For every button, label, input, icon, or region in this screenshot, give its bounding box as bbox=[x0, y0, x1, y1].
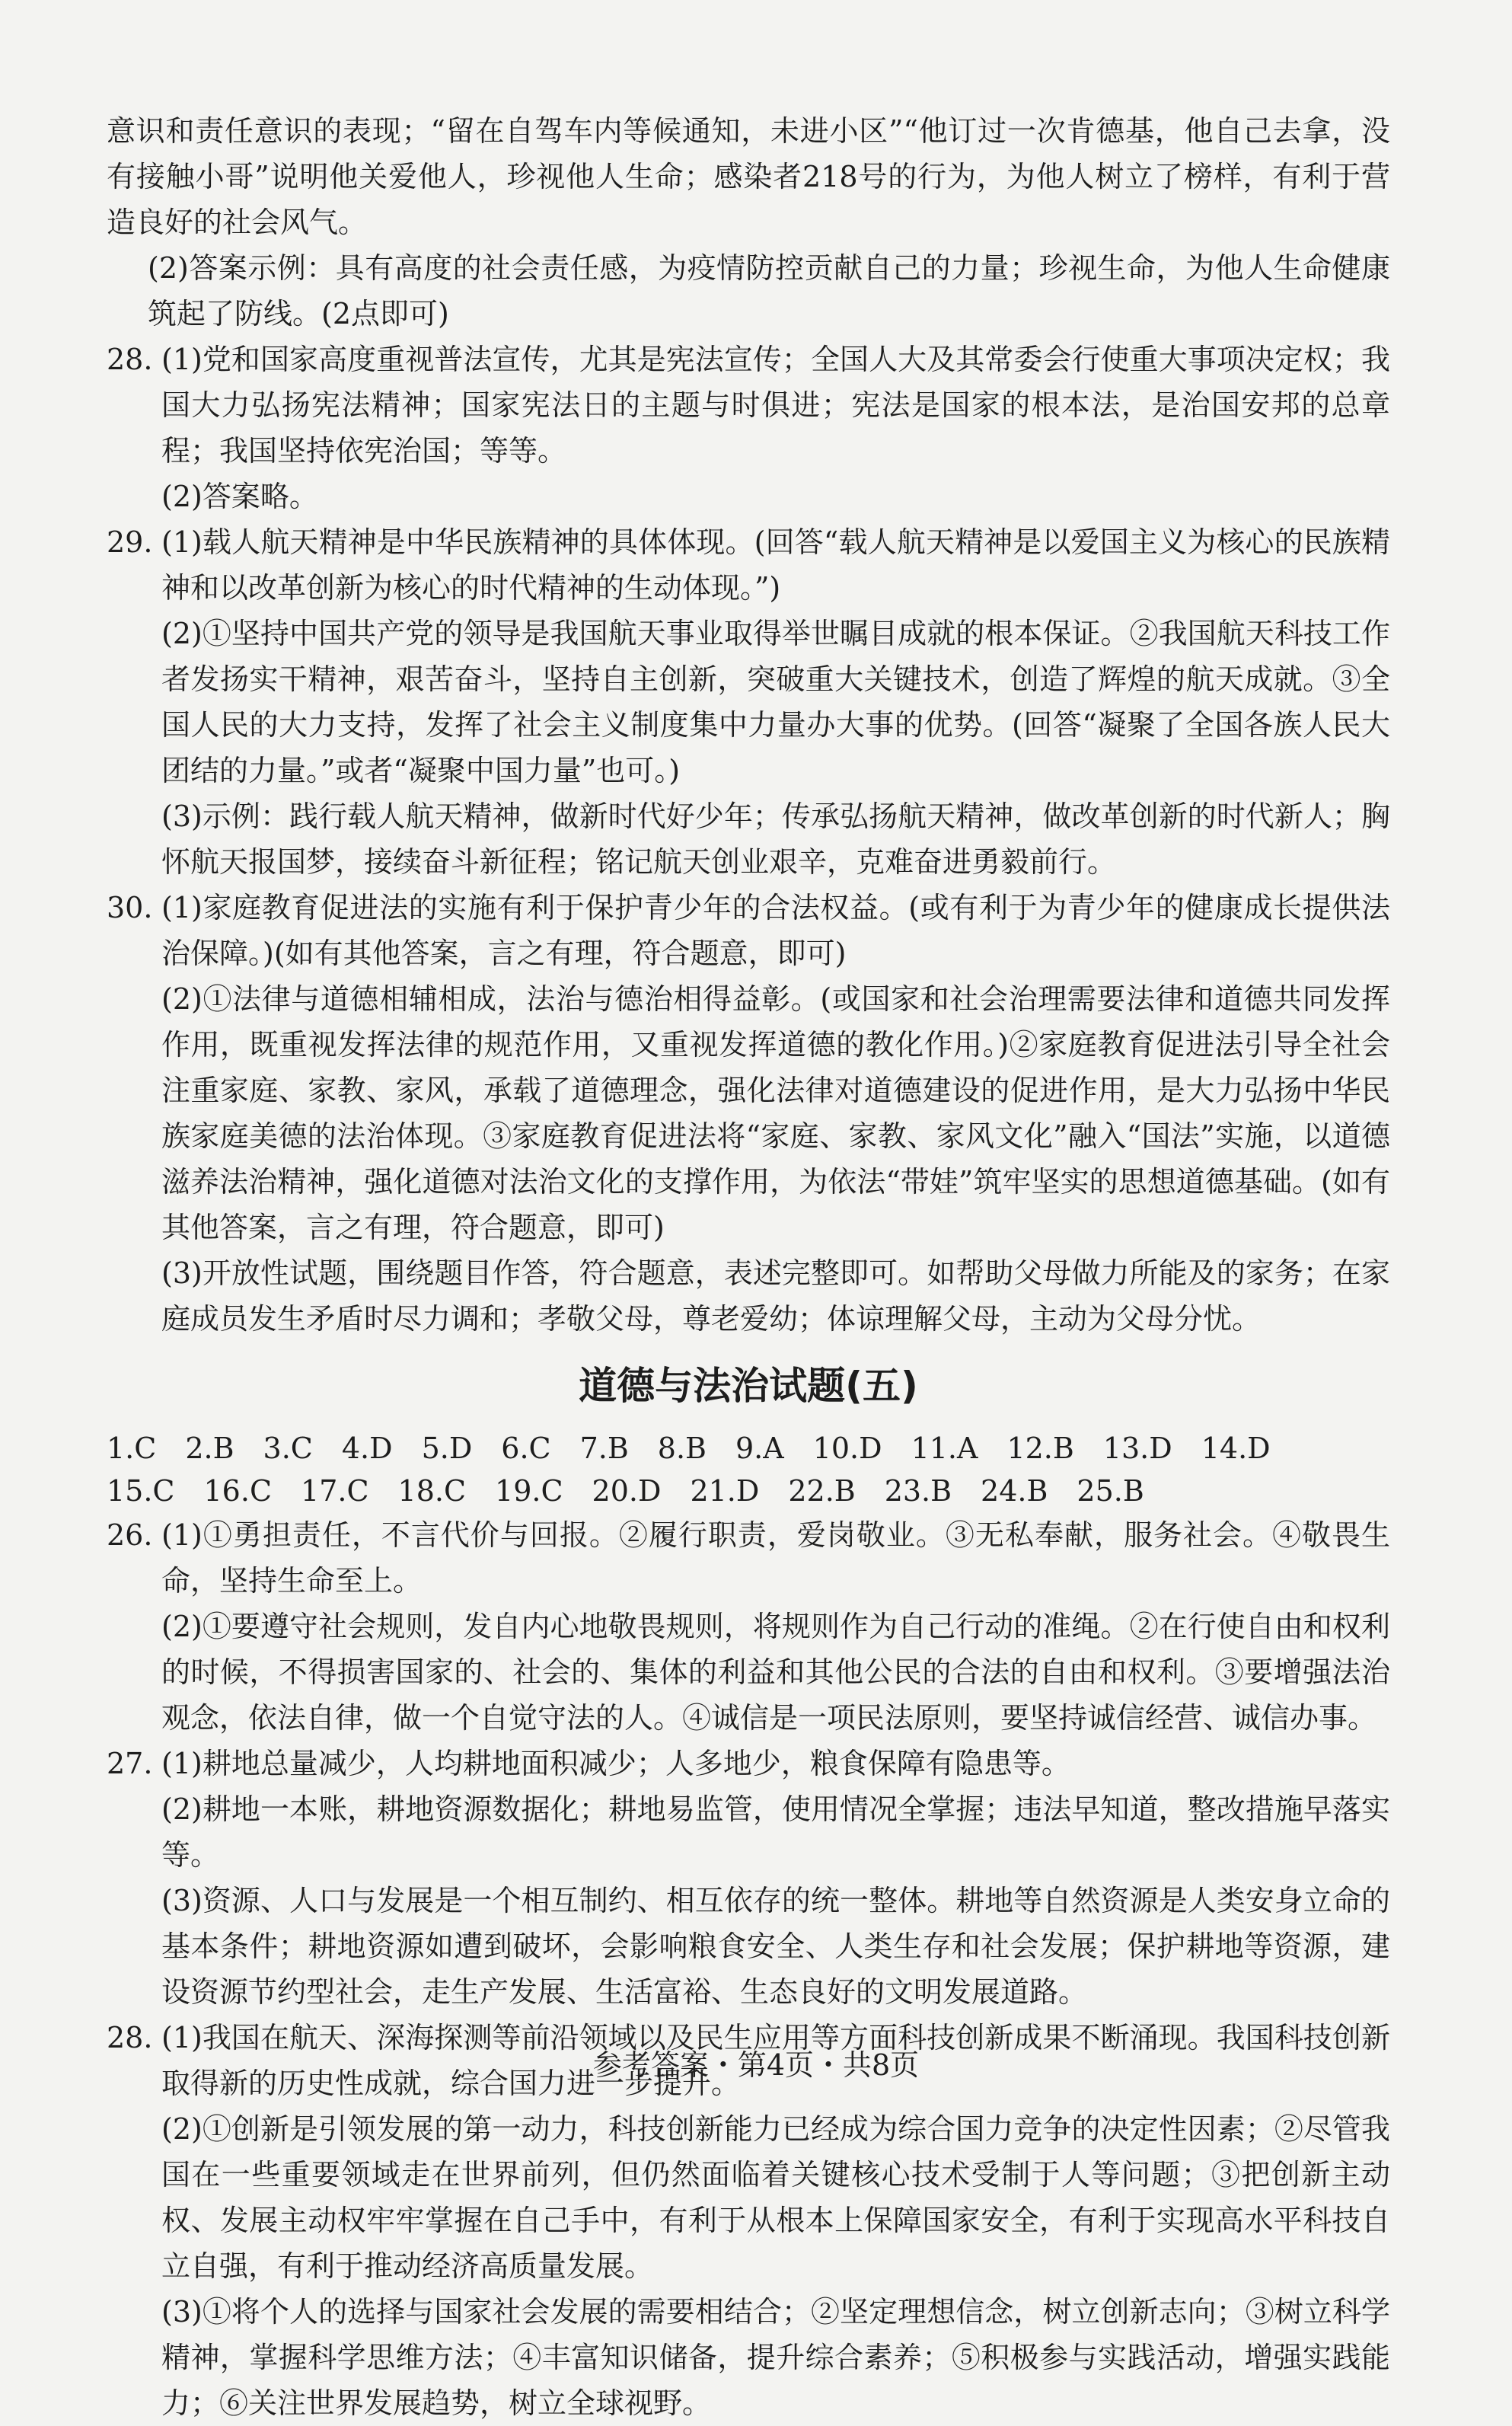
answer-paragraph: (2)①法律与道德相辅相成，法治与德治相得益彰。(或国家和社会治理需要法律和道德共同发挥作用，既重视发挥法律的规范作用，又重视发挥道德的教化作用。)②家庭教育促进法引导全社会注重家庭、家教、家风，承载了道德理念，强化法律对道德建设的促进作用，是大力弘扬中华民族家庭美德的法治体现。③家庭教育促进法将“家庭、家教、家风文化”融入“国法”实施，以道德滋养法治精神，强化道德对法治文化的支撑作用，为依法“带娃”筑牢坚实的思想道德基础。(如有其他答案，言之有理，符合题意，即可) bbox=[161, 982, 1390, 1244]
intro-paragraph-2: (2)答案示例：具有高度的社会责任感，为疫情防控贡献自己的力量；珍视生命，为他人生命健康筑起了防线。(2点即可) bbox=[148, 251, 1390, 330]
answer-paragraph: (2)①要遵守社会规则，发自内心地敬畏规则，将规则作为自己行动的准绳。②在行使自由和权利的时候，不得损害国家的、社会的、集体的利益和其他公民的合法的自由和权利。③要增强法治观念，依法自律，做一个自觉守法的人。④诚信是一项民法原则，要坚持诚信经营、诚信办事。 bbox=[161, 1610, 1390, 1735]
section-title: 道德与法治试题(五) bbox=[579, 1364, 918, 1408]
answer-paragraph: (1)①勇担责任，不言代价与回报。②履行职责，爱岗敬业。③无私奉献，服务社会。④敬畏生命，坚持生命至上。 bbox=[161, 1518, 1390, 1598]
question-number: 26. bbox=[107, 1518, 153, 1552]
question-block bbox=[107, 885, 1390, 1342]
answer-paragraph: (2)①创新是引领发展的第一动力，科技创新能力已经成为综合国力竞争的决定性因素；②尽管我国在一些重要领域走在世界前列，但仍然面临着关键核心技术受制于人等问题；③把创新主动权、发展主动权牢牢掌握在自己手中，有利于从根本上保障国家安全，有利于实现高水平科技自立自强，有利于推动经济高质量发展。 bbox=[161, 2112, 1390, 2283]
answer-paragraph: (1)家庭教育促进法的实施有利于保护青少年的合法权益。(或有利于为青少年的健康成长提供法治保障。)(如有其他答案，言之有理，符合题意，即可) bbox=[161, 891, 1390, 970]
question-block bbox=[107, 337, 1390, 519]
question-block bbox=[107, 1512, 1390, 1741]
answer-paragraph: (3)示例：践行载人航天精神，做新时代好少年；传承弘扬航天精神，做改革创新的时代新人；胸怀航天报国梦，接续奋斗新征程；铭记航天创业艰辛，克难奋进勇毅前行。 bbox=[161, 800, 1390, 879]
question-block bbox=[107, 1741, 1390, 2015]
page-footer: 参考答案・第4页・共8页 bbox=[592, 2048, 920, 2082]
answer-paragraph: (1)载人航天精神是中华民族精神的具体体现。(回答“载人航天精神是以爱国主义为核心的民族精神和以改革创新为核心的时代精神的生动体现。”) bbox=[161, 525, 1390, 605]
choice-answers-line: 15.C 16.C 17.C 18.C 19.C 20.D 21.D 22.B 23.B 24.B 25.B bbox=[107, 1474, 1144, 1508]
question-block bbox=[107, 519, 1390, 885]
answer-paragraph: (1)耕地总量减少，人均耕地面积减少；人多地少，粮食保障有隐患等。 bbox=[161, 1747, 1070, 1780]
question-number: 28. bbox=[107, 343, 153, 376]
question-number: 30. bbox=[107, 891, 153, 924]
question-number: 29. bbox=[107, 525, 153, 559]
choice-answers-line: 1.C 2.B 3.C 4.D 5.D 6.C 7.B 8.B 9.A 10.D 11.A 12.B 13.D 14.D bbox=[107, 1432, 1271, 1465]
question-number: 28. bbox=[107, 2021, 153, 2054]
answer-paragraph: (2)答案略。 bbox=[161, 480, 318, 513]
intro-paragraph-1: 意识和责任意识的表现；“留在自驾车内等候通知，未进小区”“他订过一次肯德基，他自己去拿，没有接触小哥”说明他关爱他人，珍视他人生命；感染者218号的行为，为他人树立了榜样，有利于营造良好的社会风气。 bbox=[107, 114, 1390, 239]
answer-paragraph: (3)开放性试题，围绕题目作答，符合题意，表述完整即可。如帮助父母做力所能及的家务；在家庭成员发生矛盾时尽力调和；孝敬父母，尊老爱幼；体谅理解父母，主动为父母分忧。 bbox=[161, 1256, 1390, 1336]
answer-paragraph: (2)耕地一本账，耕地资源数据化；耕地易监管，使用情况全掌握；违法早知道，整改措施早落实等。 bbox=[161, 1792, 1390, 1872]
answer-paragraph: (3)资源、人口与发展是一个相互制约、相互依存的统一整体。耕地等自然资源是人类安身立命的基本条件；耕地资源如遭到破坏，会影响粮食安全、人类生存和社会发展；保护耕地等资源，建设资源节约型社会，走生产发展、生活富裕、生态良好的文明发展道路。 bbox=[161, 1884, 1390, 2009]
answer-paragraph: (2)①坚持中国共产党的领导是我国航天事业取得举世瞩目成就的根本保证。②我国航天科技工作者发扬实干精神，艰苦奋斗，坚持自主创新，突破重大关键技术，创造了辉煌的航天成就。③全国人民的大力支持，发挥了社会主义制度集中力量办大事的优势。(回答“凝聚了全国各族人民大团结的力量。”或者“凝聚中国力量”也可。) bbox=[161, 617, 1390, 787]
answer-paragraph: (3)①将个人的选择与国家社会发展的需要相结合；②坚定理想信念，树立创新志向；③树立科学精神，掌握科学思维方法；④丰富知识储备，提升综合素养；⑤积极参与实践活动，增强实践能力；⑥关注世界发展趋势，树立全球视野。 bbox=[161, 2295, 1390, 2420]
answer-paragraph: (1)我国在航天、深海探测等前沿领域以及民生应用等方面科技创新成果不断涌现。我国科技创新取得新的历史性成就，综合国力进一步提升。 bbox=[161, 2021, 1390, 2100]
answer-paragraph: (1)党和国家高度重视普法宣传，尤其是宪法宣传；全国人大及其常委会行使重大事项决定权；我国大力弘扬宪法精神；国家宪法日的主题与时俱进；宪法是国家的根本法，是治国安邦的总章程；我国坚持依宪治国；等等。 bbox=[161, 343, 1390, 468]
question-number: 27. bbox=[107, 1747, 153, 1780]
